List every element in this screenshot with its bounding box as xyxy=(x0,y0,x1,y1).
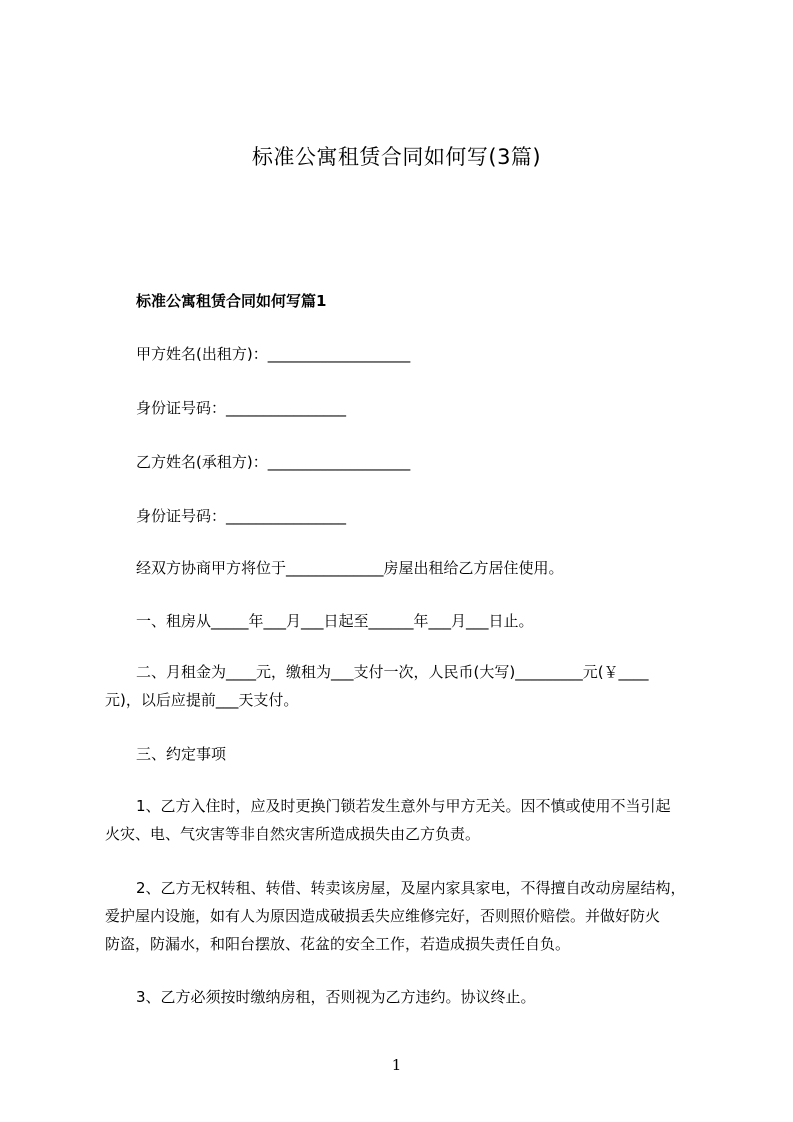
clause-2-paragraph xyxy=(105,658,705,714)
document-title: 标准公寓租赁合同如何写(3篇) xyxy=(251,145,542,169)
clause-3-heading: 三、约定事项 xyxy=(136,745,227,763)
item-3-line: 3、乙方必须按时缴纳房租，否则视为乙方违约。协议终止。 xyxy=(136,988,536,1006)
party-b-id-line: 身份证号码：________________ xyxy=(136,507,347,525)
page-number: 1 xyxy=(391,1056,402,1074)
item-1-line-2: 火灾、电、气灾害等非自然灾害所造成损失由乙方负责。 xyxy=(105,825,481,843)
item-2-paragraph xyxy=(105,874,705,958)
agreement-line: 经双方协商甲方将位于_____________房屋出租给乙方居住使用。 xyxy=(136,559,564,577)
item-2-line-1: 2、乙方无权转租、转借、转卖该房屋，及屋内家具家电，不得擅自改动房屋结构， xyxy=(136,879,686,897)
clause-2-line-1: 二、月租金为____元，缴租为___支付一次，人民币(大写)_________元(￥____ xyxy=(136,663,649,681)
section-heading: 标准公寓租赁合同如何写篇1 xyxy=(136,292,327,310)
party-a-id-line: 身份证号码：________________ xyxy=(136,399,347,417)
item-2-line-2: 爱护屋内设施，如有人为原因造成破损丢失应维修完好，否则照价赔偿。并做好防火 xyxy=(105,907,661,925)
clause-1-line: 一、租房从_____年___月___日起至______年___月___日止。 xyxy=(136,612,534,630)
item-3-paragraph xyxy=(105,983,705,1011)
party-b-name-line: 乙方姓名(承租方)：___________________ xyxy=(136,453,411,471)
party-a-name-line: 甲方姓名(出租方)：___________________ xyxy=(136,345,411,363)
item-1-paragraph xyxy=(105,792,705,848)
item-2-line-3: 防盗，防漏水，和阳台摆放、花盆的安全工作，若造成损失责任自负。 xyxy=(105,935,571,953)
clause-2-line-2: 元)，以后应提前___天支付。 xyxy=(105,691,299,709)
item-1-line-1: 1、乙方入住时，应及时更换门锁若发生意外与甲方无关。因不慎或使用不当引起 xyxy=(136,797,671,815)
